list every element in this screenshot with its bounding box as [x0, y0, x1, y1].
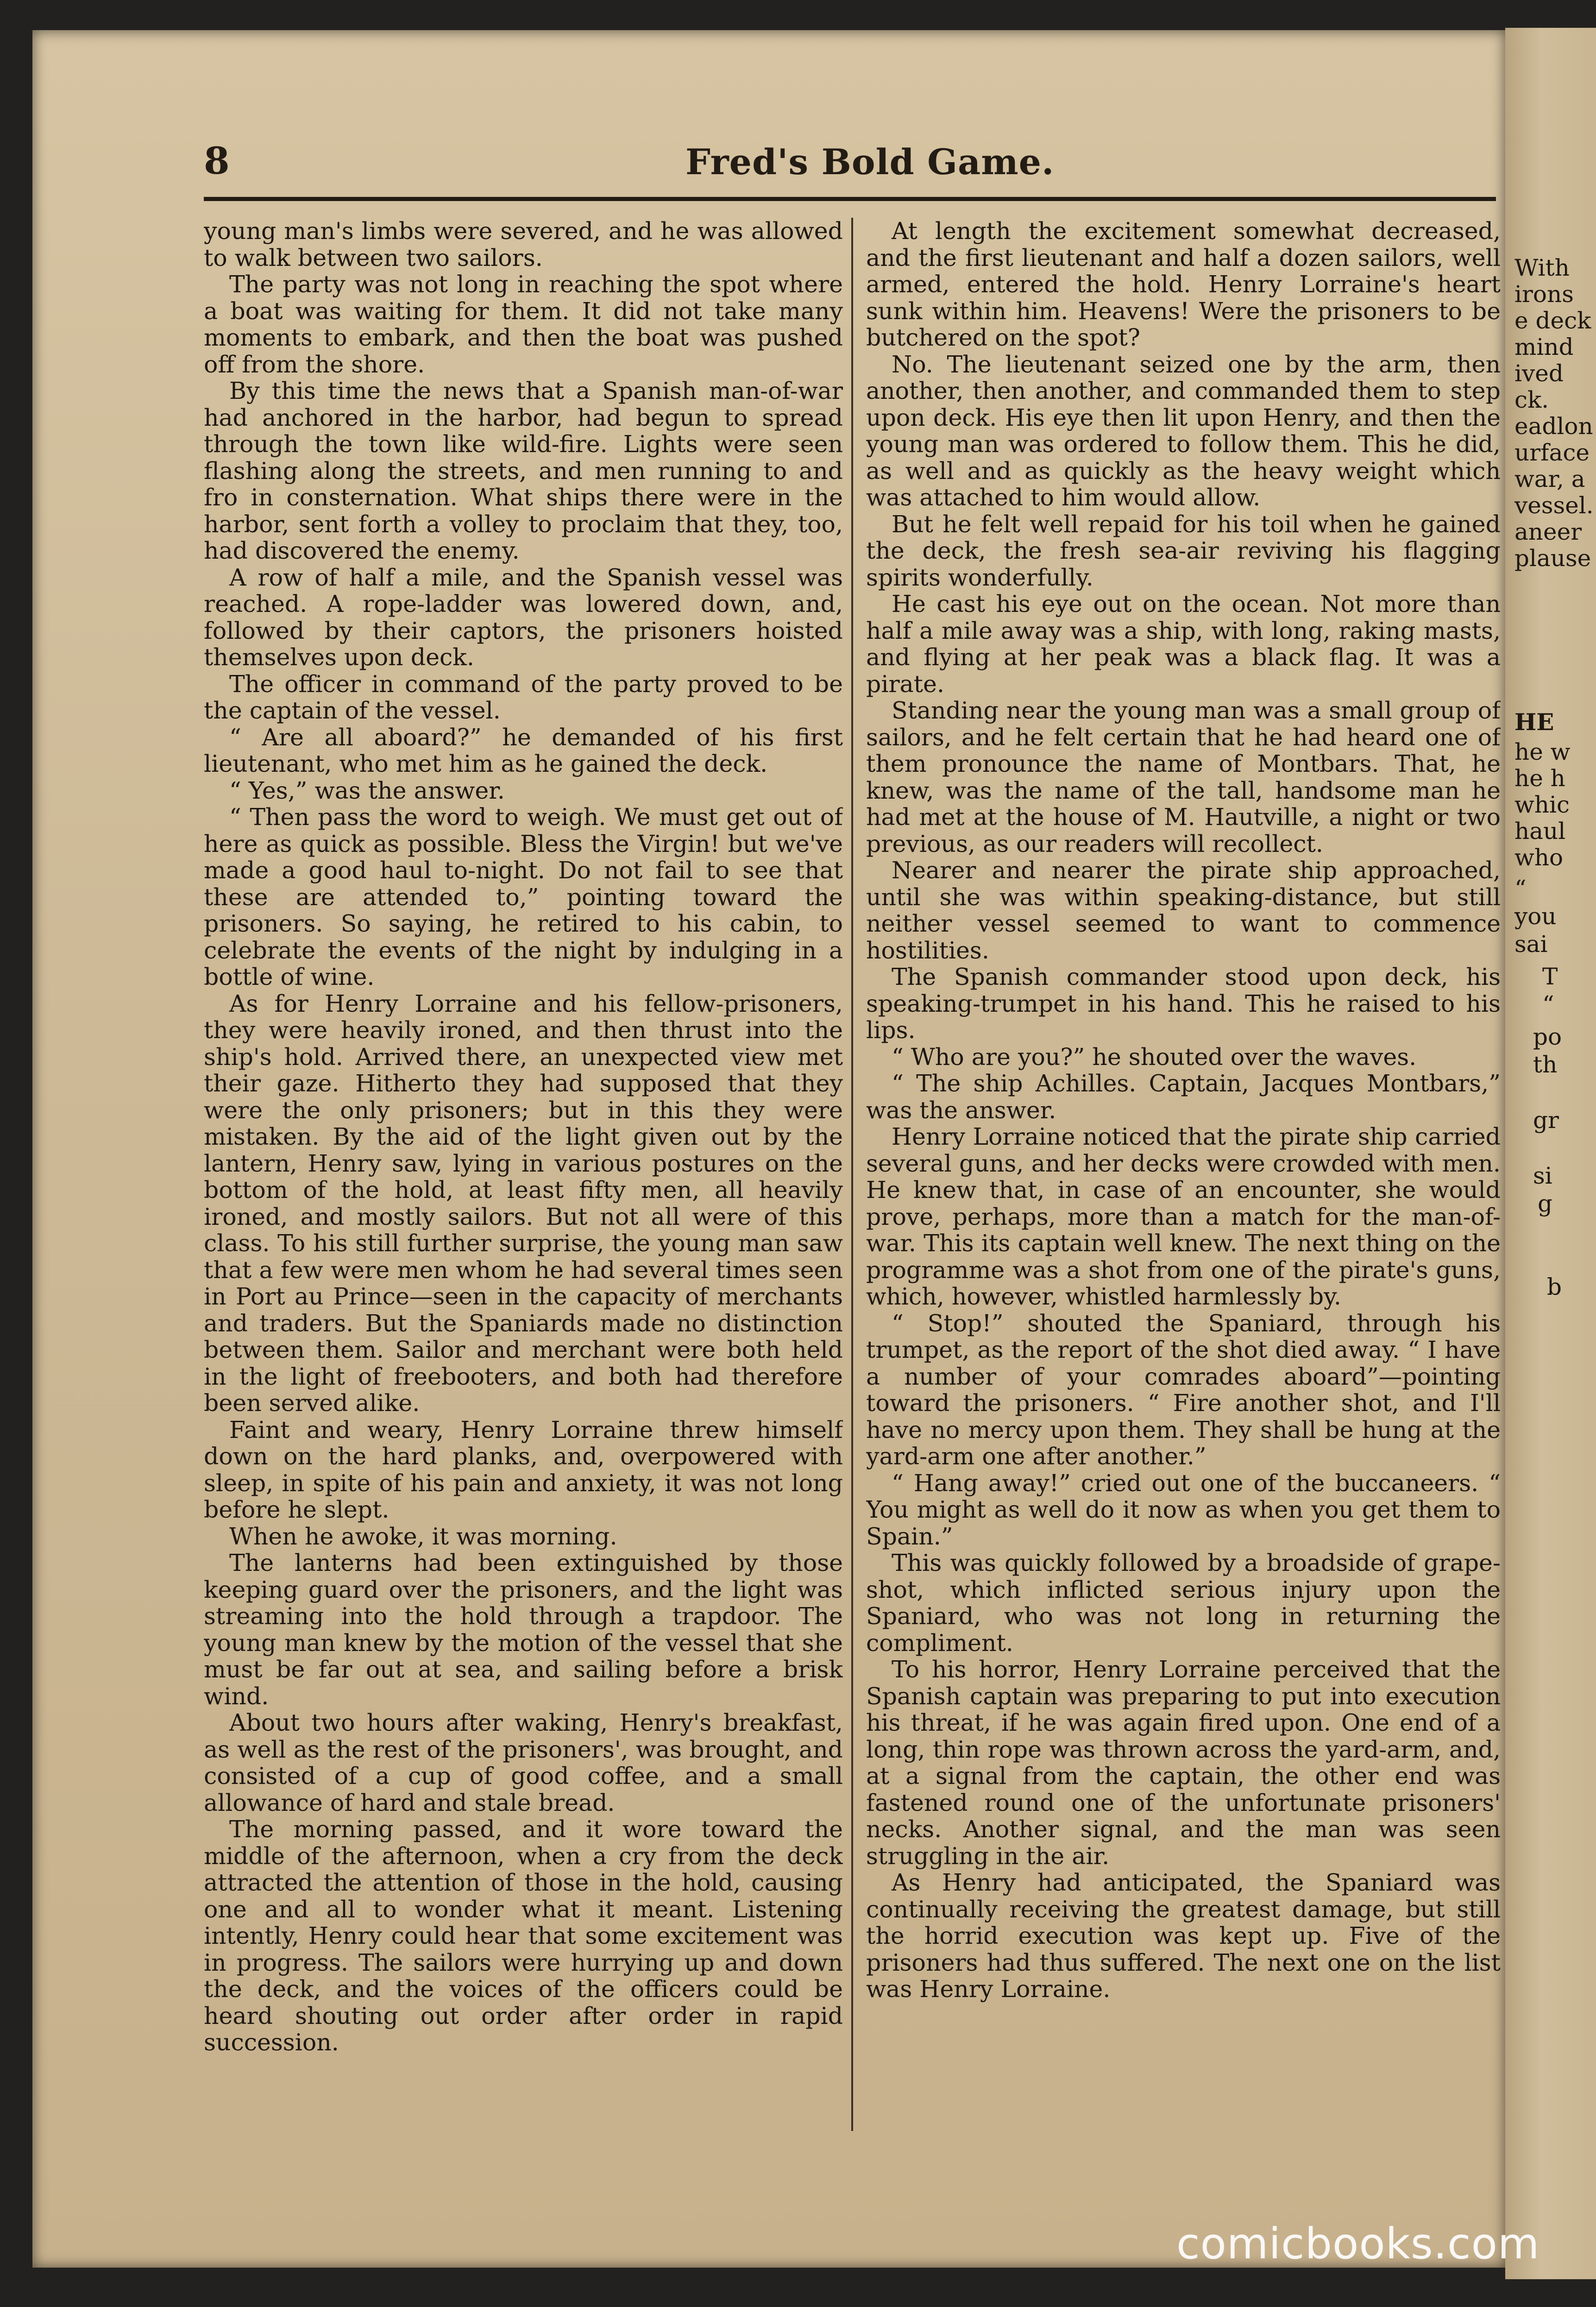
fragment-line: T [1542, 963, 1558, 990]
fragment-line: mind [1514, 334, 1574, 360]
fragment-line: si [1533, 1162, 1552, 1189]
fragment-line: vessel. [1514, 492, 1594, 519]
fragment-line: aneer [1514, 518, 1582, 545]
paragraph: At length the excitement somewhat decreased, and the first lieutenant and half a dozen sailors, well armed, entered the hold. Henry Lorraine's heart sunk within him. Heavens! Were the prisoners to be butchered on the spot? [866, 218, 1501, 351]
fragment-line: plause [1514, 545, 1591, 572]
fragment-line: you [1514, 903, 1557, 930]
left-column [204, 218, 843, 2140]
paragraph: But he felt well repaid for his toil when he gained the deck, the fresh sea-air reviving his flagging spirits wonderfully. [866, 510, 1501, 591]
fragment-line: gr [1533, 1107, 1559, 1134]
paragraph: The morning passed, and it wore toward the middle of the afternoon, when a cry from the deck attracted the attention of those in the hold, causing one and all to wonder what it meant. Listening intently, Henry could hear that some excitement was in progress. The sailors were hurrying up and down the deck, and the voices of the officers could be heard shouting out order after order in rapid succession. [204, 1815, 843, 2056]
paragraph: As for Henry Lorraine and his fellow-prisoners, they were heavily ironed, and then thrust into the ship's hold. Arrived there, an unexpected view met their gaze. Hitherto they had supposed that they were the only prisoners; but in this they were mistaken. By the aid of the light given out by the lantern, Henry saw, lying in various postures on the bottom of the hold, at least fifty men, all heavily ironed, and mostly sailors. But not all were of this class. To his still further surprise, the young man saw that a few were men whom he had several times seen in Port au Prince—seen in the capacity of merchants and traders. But the Spaniards made no distinction between them. Sailor and merchant were both held in the light of freebooters, and both had therefore been served alike. [204, 990, 843, 1417]
paragraph: “ Hang away!” cried out one of the buccaneers. “ You might as well do it now as when you get them to Spain.” [866, 1469, 1501, 1550]
paragraph: No. The lieutenant seized one by the arm, then another, then another, and commanded them to step upon deck. His eye then lit upon Henry, and then the young man was ordered to follow them. This he did, as well and as quickly as the heavy weight which was attached to him would allow. [866, 350, 1501, 511]
fragment-line: With [1514, 254, 1570, 281]
paragraph: The Spanish commander stood upon deck, his speaking-trumpet in his hand. This he raised to his lips. [866, 963, 1501, 1044]
fragment-line: ived [1514, 360, 1564, 387]
paragraph: “ Who are you?” he shouted over the waves. [892, 1043, 1417, 1071]
page-number: 8 [204, 139, 230, 183]
running-title: Fred's Bold Game. [685, 141, 1055, 183]
fragment-line: sai [1514, 931, 1548, 958]
paragraph: By this time the news that a Spanish man-of-war had anchored in the harbor, had begun to spread through the town like wild-fire. Lights were seen flashing along the streets, and men running to and fro in consternation. What ships there were in the harbor, sent forth a volley to proclaim that they, too, had discovered the enemy. [204, 377, 843, 564]
fragment-line: he h [1514, 765, 1565, 792]
paragraph: “ Then pass the word to weigh. We must get out of here as quick as possible. Bless the Virgin! but we've made a good haul to-night. Do not fail to see that these are attended to,” pointing toward the prisoners. So saying, he retired to his cabin, to celebrate the events of the night by indulging in a bottle of wine. [204, 803, 843, 990]
fragment-line: war, a [1514, 466, 1585, 492]
paragraph: When he awoke, it was morning. [229, 1522, 617, 1550]
paragraph: “ Stop!” shouted the Spaniard, through his trumpet, as the report of the shot died away. “ I have a number of your comrades aboard”—pointing toward the prisoners. “ Fire another shot, and I'll have no mercy upon them. They shall be hung at the yard-arm one after another.” [866, 1309, 1501, 1470]
column-divider [851, 218, 853, 2131]
page-header [204, 139, 1491, 190]
fragment-line: urface [1514, 439, 1590, 466]
paragraph: Faint and weary, Henry Lorraine threw himself down on the hard planks, and, overpowered with sleep, in spite of his pain and anxiety, it was not long before he slept. [204, 1416, 843, 1523]
paragraph: About two hours after waking, Henry's breakfast, as well as the rest of the prisoners', was brought, and consisted of a cup of good coffee, and a small allowance of hard and stale bread. [204, 1709, 843, 1816]
paragraph: A row of half a mile, and the Spanish vessel was reached. A rope-ladder was lowered down, and, followed by their captors, the prisoners hoisted themselves upon deck. [204, 563, 843, 671]
fragment-line: haul [1514, 818, 1566, 845]
fragment-line: po [1533, 1023, 1562, 1050]
fragment-line: “ [1542, 991, 1554, 1018]
paragraph: The lanterns had been extinguished by those keeping guard over the prisoners, and the light was streaming into the hold through a trapdoor. The young man knew by the motion of the vessel that she must be far out at sea, and sailing before a brisk wind. [204, 1549, 843, 1710]
fragment-line: “ [1514, 875, 1527, 902]
paragraph: “ Yes,” was the answer. [229, 776, 505, 804]
fragment-line: eadlon [1514, 413, 1593, 440]
fragment-line: ck. [1514, 386, 1549, 413]
paragraph: Standing near the young man was a small group of sailors, and he felt certain that he had heard one of them pronounce the name of Montbars. That, he knew, was the name of the tall, handsome man he had met at the house of M. Hautville, a night or two previous, as our readers will recollect. [866, 697, 1501, 857]
header-rule [204, 197, 1496, 201]
paragraph: The party was not long in reaching the spot where a boat was waiting for them. It did not take many moments to embark, and then the boat was pushed off from the shore. [204, 271, 843, 378]
paragraph: The officer in command of the party proved to be the captain of the vessel. [204, 670, 843, 724]
paragraph: He cast his eye out on the ocean. Not more than half a mile away was a ship, with long, raking masts, and flying at her peak was a black flag. It was a pirate. [866, 590, 1501, 698]
fragment-line: whic [1514, 791, 1570, 818]
paragraph: This was quickly followed by a broadside of grape-shot, which inflicted serious injury upon the Spaniard, who was not long in returning the compliment. [866, 1549, 1501, 1657]
paragraph: “ The ship Achilles. Captain, Jacques Montbars,” was the answer. [866, 1070, 1501, 1124]
watermark: comicbooks.com [1176, 2219, 1540, 2269]
paragraph: Nearer and nearer the pirate ship approached, until she was within speaking-distance, but still neither vessel seemed to want to commence hostilities. [866, 857, 1501, 964]
right-column [866, 218, 1501, 2140]
paragraph: To his horror, Henry Lorraine perceived that the Spanish captain was preparing to put into execution his threat, if he was again fired upon. One end of a long, thin rope was thrown across the yard-arm, and, at a signal from the captain, the other end was fastened round one of the unfortunate prisoners' necks. Another signal, and the man was seen struggling in the air. [866, 1656, 1501, 1870]
fragment-line: HE [1514, 708, 1554, 736]
paragraph: young man's limbs were severed, and he was allowed to walk between two sailors. [204, 218, 843, 271]
fragment-line: b [1547, 1273, 1562, 1300]
paragraph: As Henry had anticipated, the Spaniard was continually receiving the greatest damage, but still the horrid execution was kept up. Five of the prisoners had thus suffered. The next one on the list was Henry Lorraine. [866, 1869, 1501, 2003]
fragment-line: g [1538, 1190, 1553, 1217]
paragraph: Henry Lorraine noticed that the pirate ship carried several guns, and her decks were crowded with men. He knew that, in case of an encounter, she would prove, perhaps, more than a match for the man-of-war. This its captain well knew. The next thing on the programme was a shot from one of the pirate's guns, which, however, whistled harmlessly by. [866, 1123, 1501, 1310]
fragment-line: who [1514, 844, 1564, 871]
paragraph: “ Are all aboard?” he demanded of his first lieutenant, who met him as he gained the deck. [204, 723, 843, 777]
fragment-line: th [1533, 1051, 1558, 1078]
adjacent-page-strip [1505, 28, 1596, 2279]
fragment-line: he w [1514, 738, 1571, 765]
fragment-line: irons [1514, 281, 1574, 308]
fragment-line: e deck [1514, 307, 1591, 334]
